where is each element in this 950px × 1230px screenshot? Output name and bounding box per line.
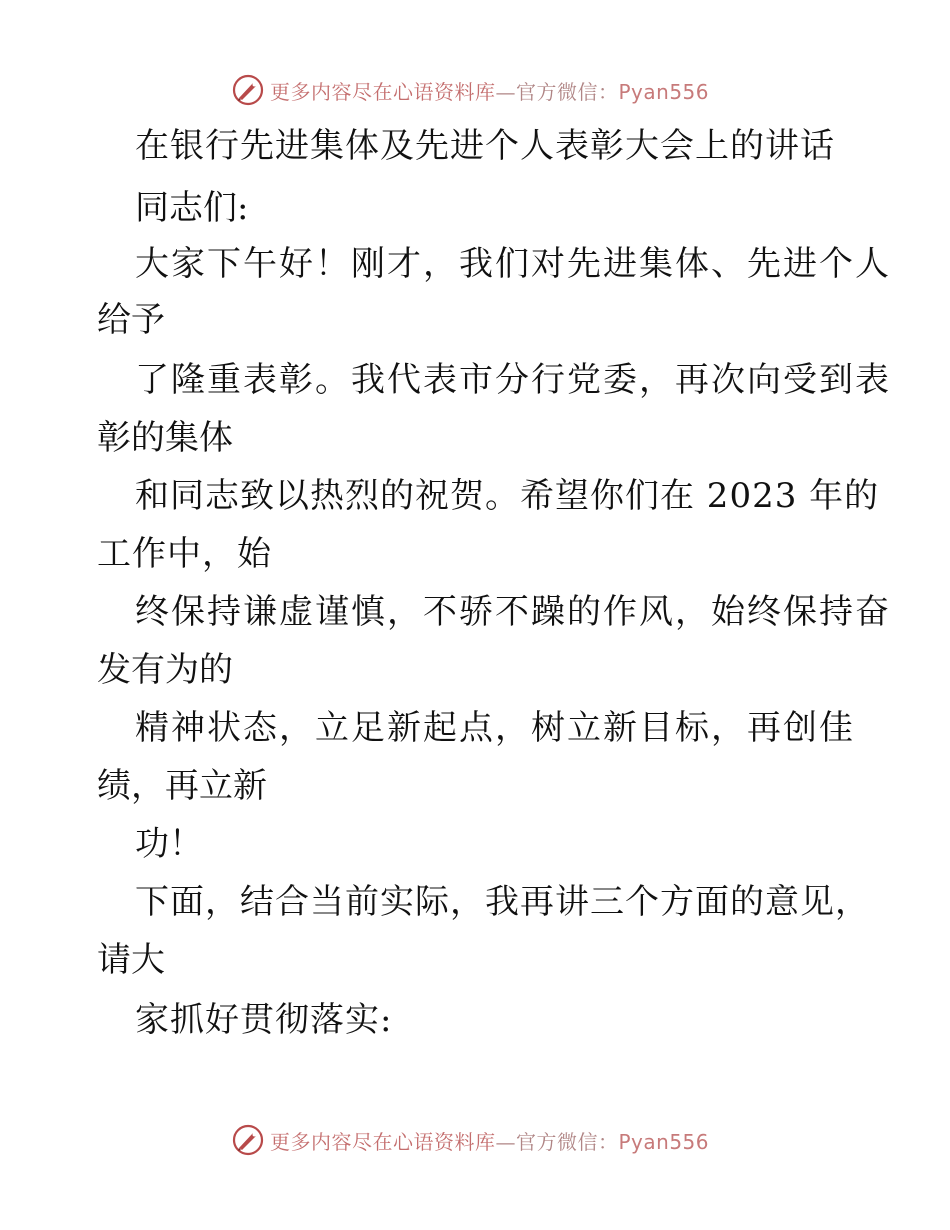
header-dash: — [495,79,516,104]
body-line-8: 终保持谦虚谨慎，不骄不躁的作风，始终保持奋 [135,592,891,632]
body-line-10: 精神状态，立足新起点，树立新目标，再创佳 [135,708,855,748]
body-line-7: 工作中，始 [97,534,272,574]
body-line-2: 大家下午好！刚才，我们对先进集体、先进个人 [135,244,891,284]
header-contact-label: 官方微信： [516,79,619,104]
document-title: 在银行先进集体及先进个人表彰大会上的讲话 [135,126,835,166]
footer-contact-id: Pyan556 [618,1129,710,1154]
body-line-6: 和同志致以热烈的祝贺。希望你们在 2023 年的 [135,476,880,516]
body-line-14: 请大 [97,940,165,980]
pen-circle-logo-icon [232,1124,264,1156]
body-line-4: 了隆重表彰。我代表市分行党委，再次向受到表 [135,360,891,400]
body-line-9: 发有为的 [97,650,233,690]
pen-circle-logo-icon [232,74,264,106]
body-line-15: 家抓好贯彻落实: [135,1000,393,1040]
footer-banner [0,1120,950,1160]
header-site-text: 更多内容尽在心语资料库 [270,79,496,104]
body-line-11: 绩，再立新 [97,766,267,806]
body-line-1: 同志们: [135,188,249,228]
header-banner [0,70,950,110]
footer-dash: — [495,1129,516,1154]
footer-site-text: 更多内容尽在心语资料库 [270,1129,496,1154]
body-line-5: 彰的集体 [97,418,233,458]
footer-contact-label: 官方微信： [516,1129,619,1154]
header-contact-id: Pyan556 [618,79,710,104]
body-line-3: 给予 [97,300,165,340]
body-line-13: 下面，结合当前实际，我再讲三个方面的意见， [135,882,870,922]
body-line-12: 功！ [135,824,203,864]
